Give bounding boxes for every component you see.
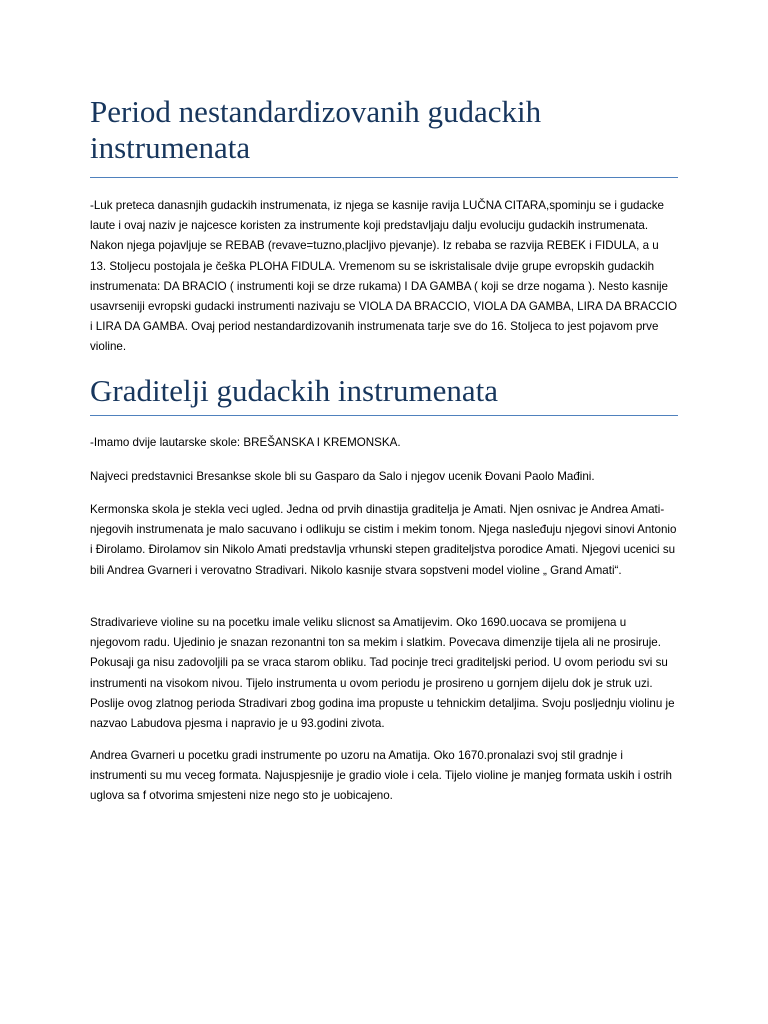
paragraph-brescia: Najveci predstavnici Bresankse skole bli su Gasparo da Salo i njegov ucenik Đovani Paolo Mađini.	[90, 470, 595, 483]
paragraph-period: -Luk preteca danasnjih gudackih instrumenata, iz njega se kasnije ravija LUČNA CITARA,spominju se i gudacke laute i ovaj naziv je najcesce koristen za instrumente koji predstavljaju dalju evoluciju gudackih instrumenata. Nakon njega pojavljuje se REBAB (revave=tuzno,placljivo pjevanje). Iz rebaba se razvija REBEK i FIDULA, a u 13. Stoljecu postojala je češka PLOHA FIDULA. Vremenom su se iskristalisale dvije grupe evropskih gudackih instrumenata: DA BRACIO ( instrumenti koji se drze rukama) I DA GAMBA ( koji se drze nogama ). Nesto kasnije usavrseniji evropski gudacki instrumenti nazivaju se VIOLA DA BRACCIO, VIOLA DA GAMBA, LIRA DA BRACCIO i LIRA DA GAMBA. Ovaj period nestandardizovanih instrumenata tarje sve do 16. Stoljeca to jest pojavom prve violine.	[90, 199, 677, 354]
paragraph-guarneri: Andrea Gvarneri u pocetku gradi instrumente po uzoru na Amatija. Oko 1670.pronalazi svoj stil gradnje i instrumenti su mu veceg formata. Najuspjesnije je gradio viole i cela. Tijelo violine je manjeg formata uskih i ostrih uglova sa f otvorima smjesteni nize nego sto je uobicajeno.	[90, 749, 672, 803]
section-heading-period: Period nestandardizovanih gudackih instrumenata	[90, 94, 542, 165]
paragraph-cremona: Kermonska skola je stekla veci ugled. Jedna od prvih dinastija graditelja je Amati. Njen osnivac je Andrea Amati-njegovih instrumenata je malo sacuvano i odlikuju se cistim i mekim tonom. Njega nasleđuju njegovi sinovi Antonio i Đirolamo. Đirolamov sin Nikolo Amati predstavlja vrhunski stepen graditeljstva porodice Amati. Njegovi ucenici su bili Andrea Gvarneri i verovatno Stradivari. Nikolo kasnije stvara sopstveni model violine „ Grand Amati“.	[90, 503, 677, 577]
heading-divider	[90, 177, 678, 178]
heading-divider	[90, 415, 678, 416]
paragraph-schools: -Imamo dvije lautarske skole: BREŠANSKA I KREMONSKA.	[90, 436, 401, 449]
section-heading-builders: Graditelji gudackih instrumenata	[90, 373, 499, 408]
paragraph-stradivari: Stradivarieve violine su na pocetku imale veliku slicnost sa Amatijevim. Oko 1690.uocava se promijena u njegovom radu. Ujedinio je snazan rezonantni ton sa mekim i slatkim. Povecava dimenzije tijela ali ne prosiruje. Pokusaji ga nisu zadovoljili pa se vraca starom obliku. Tad pocinje treci graditeljski period. U ovom periodu svi su instrumenti na visokom nivou. Tijelo instrumenta u ovom periodu je prosireno u gornjem dijelu dok je struk uzi. Poslije ovog zlatnog perioda Stradivari zbog godina ima propuste u tehnickim detaljima. Svoju posljednju violinu je nazvao Labudova pjesma i napravio je u 93.godini zivota.	[90, 616, 675, 731]
